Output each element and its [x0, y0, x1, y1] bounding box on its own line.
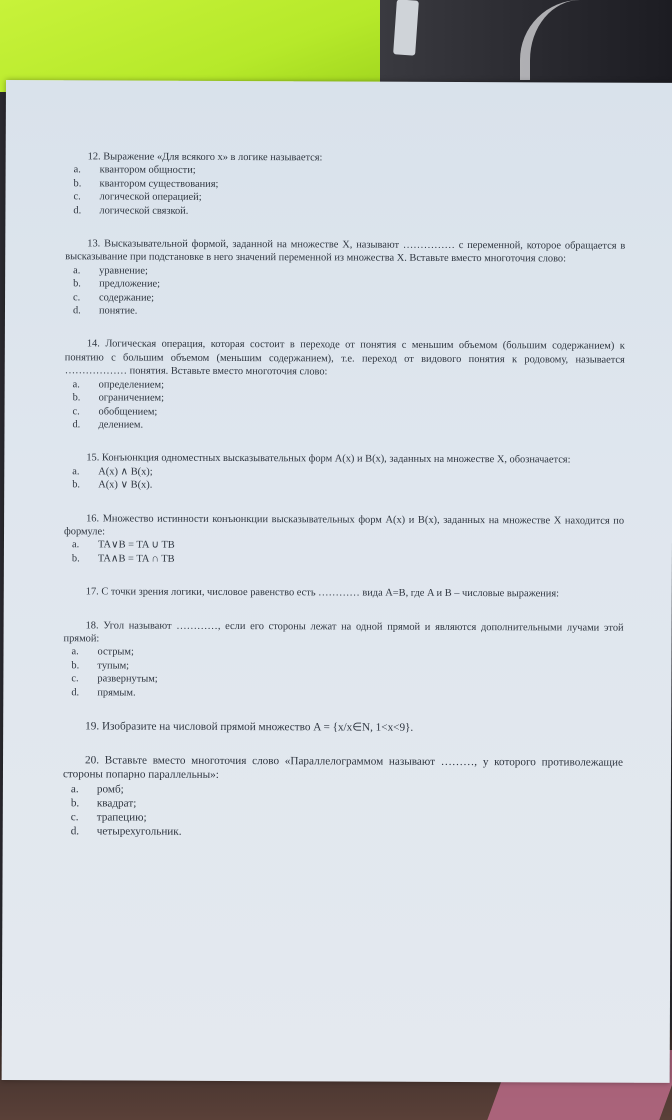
background-green-surface — [0, 0, 430, 92]
answer-option — [65, 204, 625, 220]
option-text: квадрат; — [96, 797, 137, 810]
option-text: развернутым; — [97, 673, 158, 685]
option-letter: d. — [70, 825, 80, 838]
option-letter: c. — [73, 191, 81, 203]
option-letter: a. — [73, 265, 81, 277]
option-text: ограничением; — [98, 392, 165, 404]
question-text: 16. Множество истинности конъюнкции высказывательных форм A(x) и B(x), заданных на множестве X находится по формуле: — [64, 512, 625, 538]
option-text: обобщением; — [98, 405, 158, 418]
option-letter: c. — [70, 811, 79, 824]
option-text: определением; — [98, 379, 165, 391]
option-text: трапецию; — [96, 811, 147, 824]
option-text: четырехугольник. — [96, 825, 182, 838]
question-text: 15. Конъюнкция одноместных высказывательных форм A(x) и B(x), заданных на множестве X, обозначается: — [86, 452, 571, 466]
option-letter: a. — [71, 646, 79, 658]
answer-option — [63, 672, 623, 688]
question-q13 — [65, 237, 625, 320]
test-questions — [63, 150, 626, 861]
option-letter: c. — [72, 405, 80, 417]
paper-sheet — [2, 80, 672, 1083]
option-text: тупым; — [97, 660, 130, 672]
option-letter: d. — [71, 686, 80, 698]
question-text: 17. С точки зрения логики, числовое равенство есть ………… вида A=B, где A и B – числовые выражения: — [85, 586, 560, 600]
question-text: 20. Вставьте вместо многоточия слово «Параллелограммом называют ………, у которого противолежащие стороны попарно параллельны»: — [62, 754, 624, 782]
question-text: 19. Изобразите на числовой прямой множество A = {x/x∈N, 1<x<9}. — [85, 720, 414, 734]
question-text: 12. Выражение «Для всякого x» в логике называется: — [87, 151, 323, 164]
answer-option — [64, 552, 624, 568]
option-text: прямым. — [97, 686, 136, 699]
option-text: делением. — [98, 419, 144, 431]
option-letter: d. — [72, 305, 81, 317]
question-q18 — [63, 619, 623, 702]
question-text: 18. Угол называют …………, если его стороны лежат на одной прямой и являются дополнительными лучами этой прямой: — [63, 619, 624, 645]
option-text: квантором общности; — [99, 164, 196, 177]
option-letter: a. — [70, 782, 79, 795]
answer-option — [64, 478, 624, 494]
option-letter: b. — [71, 660, 80, 672]
option-text: TA∨B = TA ∪ TB — [97, 539, 175, 552]
question-q15 — [64, 452, 624, 495]
question-q12 — [65, 150, 625, 219]
answer-option — [65, 405, 625, 421]
option-letter: b. — [70, 797, 80, 810]
answer-option — [63, 686, 623, 702]
option-letter: b. — [73, 278, 81, 290]
option-letter: b. — [72, 479, 81, 491]
option-letter: d. — [73, 204, 82, 216]
option-text: понятие. — [98, 305, 138, 317]
option-text: предложение; — [99, 278, 161, 290]
option-text: ромб; — [96, 783, 124, 796]
question-text: 13. Высказывательной формой, заданной на множестве X, называют …………… с переменной, которое обращается в высказывание при подстановке в него значений переменной из множества X. Вставьте вместо многоточия слово: — [65, 238, 626, 265]
option-letter: c. — [73, 291, 81, 303]
question-q14 — [64, 338, 624, 434]
question-q19 — [63, 719, 623, 736]
option-letter: b. — [71, 553, 80, 565]
option-text: квантором существования; — [99, 178, 219, 190]
option-letter: a. — [72, 378, 80, 391]
background-white-stripe — [520, 0, 672, 80]
question-q16 — [64, 512, 624, 568]
option-letter: b. — [73, 178, 82, 190]
question-q17 — [64, 585, 624, 601]
option-text: острым; — [97, 646, 134, 658]
option-letter: a. — [71, 539, 80, 551]
option-text: логической связкой. — [99, 205, 189, 217]
option-letter: a. — [73, 164, 81, 176]
option-letter: d. — [72, 419, 81, 431]
option-text: логической операцией; — [99, 191, 202, 204]
answer-option — [64, 418, 624, 434]
question-text: 14. Логическая операция, которая состоит в переходе от понятия с меньшим объемом (большим содержанием) к понятию с большим объемом (меньшим содержанием), т.е. переход от видового понятия к родовому, называется ……………… понятия. Вставьте вместо многоточия слово: — [64, 338, 625, 378]
option-letter: c. — [71, 673, 79, 685]
option-text: TA∧B = TA ∩ TB — [97, 553, 175, 565]
option-text: уравнение; — [99, 265, 148, 277]
background-plastic-bag — [393, 0, 419, 56]
option-text: содержание; — [99, 292, 155, 304]
question-q20 — [63, 753, 623, 841]
option-text: A(x) ∧ B(x); — [98, 466, 153, 478]
answer-option — [63, 824, 623, 841]
answer-option — [65, 291, 625, 307]
answer-option — [65, 304, 625, 320]
option-text: A(x) ∨ B(x). — [98, 479, 153, 491]
option-letter: b. — [72, 392, 81, 404]
option-letter: a. — [72, 466, 80, 478]
